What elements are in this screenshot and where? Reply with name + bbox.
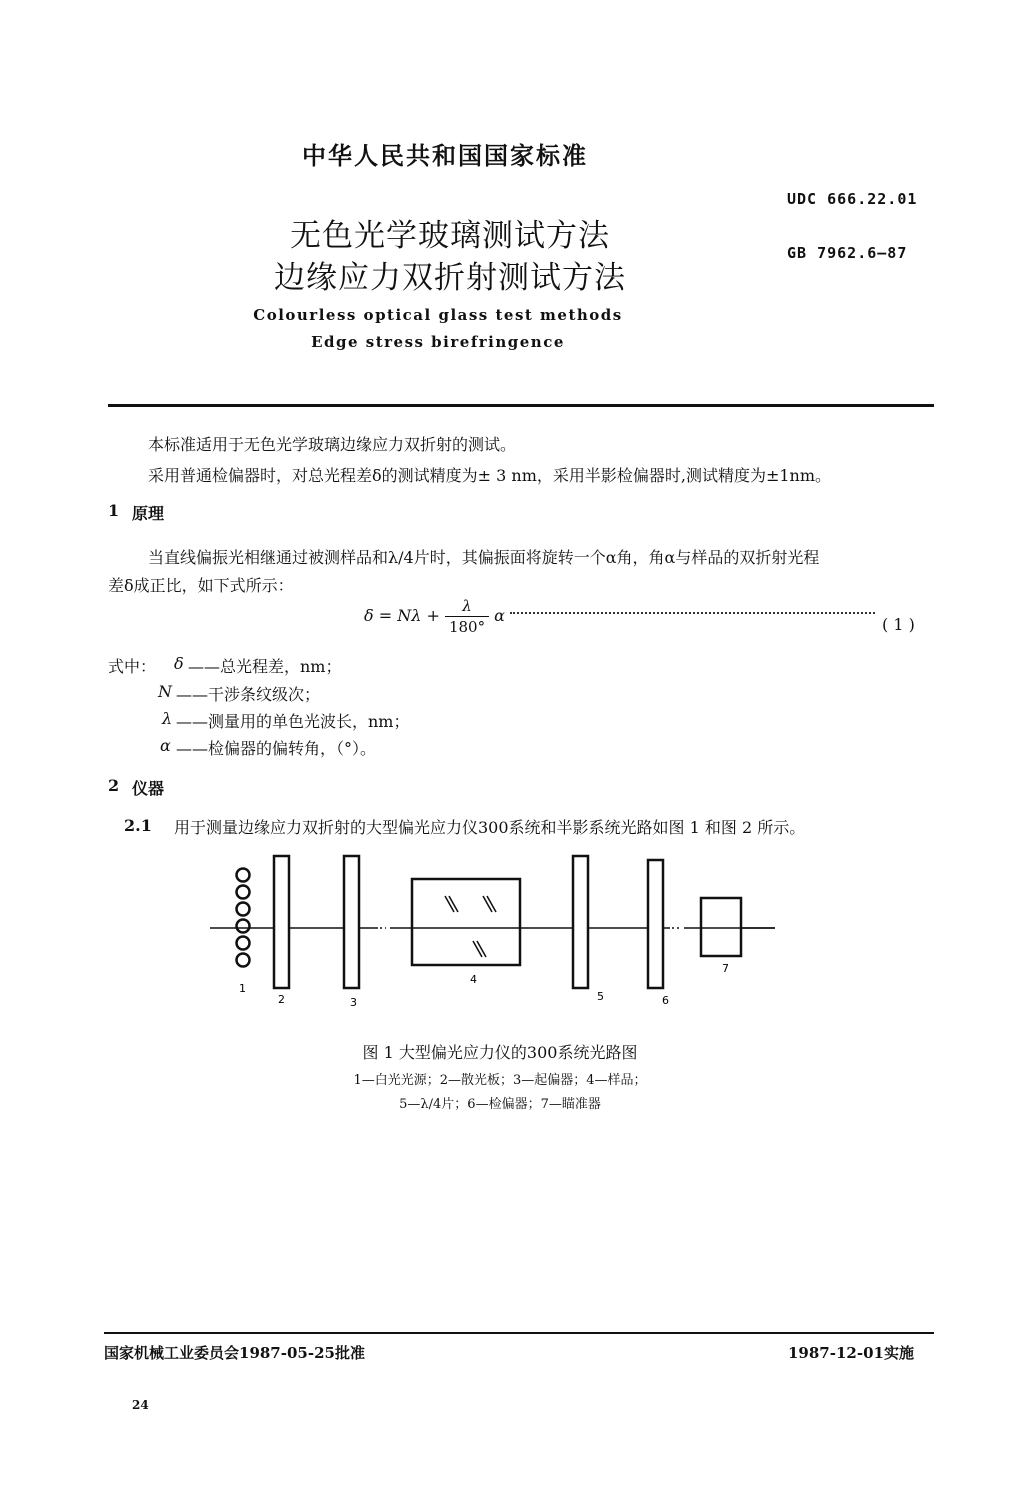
quarter-wave-plate: [573, 856, 588, 988]
formula-leader-dots: [510, 612, 875, 614]
principle-line-1: 当直线偏振光相继通过被测样品和λ/4片时，其偏振面将旋转一个α角，角α与样品的双折射光程: [148, 548, 820, 567]
symbol-n-desc: ——干涉条纹级次；: [176, 685, 321, 704]
symbol-lambda: λ: [162, 709, 173, 728]
figure-caption: 图 1 大型偏光应力仪的300系统光路图: [362, 1043, 638, 1062]
symbol-delta-desc: ——总光程差，nm；: [188, 657, 342, 676]
formula-numerator: λ: [445, 596, 489, 617]
white-light-source: [237, 869, 250, 967]
symbol-delta: δ: [174, 654, 184, 673]
figure-label-7: 7: [722, 962, 729, 975]
gb-number: GB 7962.6—87: [787, 244, 908, 262]
section-1-title: 原理: [132, 504, 165, 523]
formula-denominator: 180°: [448, 618, 486, 636]
symbol-alpha: α: [160, 736, 171, 755]
diffuser-plate: [274, 856, 289, 988]
formula: [364, 596, 505, 637]
section-2-number: 2: [108, 776, 120, 795]
sample: [412, 879, 520, 965]
title-en-line1: Colourless optical glass test methods: [253, 306, 623, 324]
section-2-title: 仪器: [132, 779, 165, 798]
formula-rhs: α: [494, 606, 505, 625]
figure-label-4: 4: [470, 973, 477, 986]
optical-path-diagram: [200, 846, 800, 1016]
figure-label-2: 2: [278, 993, 285, 1006]
title-zh-line2: 边缘应力双折射测试方法: [274, 260, 626, 296]
intro-paragraph-1: 本标准适用于无色光学玻璃边缘应力双折射的测试。: [148, 435, 517, 454]
figure-legend-line-1: 1—白光光源；2—散光板；3—起偏器；4—样品；: [353, 1073, 647, 1088]
subsection-2-1-text: 用于测量边缘应力双折射的大型偏光应力仪300系统和半影系统光路如图 1 和图 2 所示。: [174, 818, 806, 837]
implementation-date: 1987-12-01实施: [788, 1344, 914, 1362]
symbol-n: N: [158, 682, 172, 701]
standard-header: 中华人民共和国国家标准: [302, 141, 588, 170]
header-rule: [108, 404, 934, 407]
where-label: 式中：: [108, 657, 157, 676]
polarizer: [344, 856, 359, 988]
principle-line-2: 差δ成正比，如下式所示：: [108, 576, 294, 595]
intro-paragraph-2: 采用普通检偏器时，对总光程差δ的测试精度为± 3 nm，采用半影检偏器时,测试精度为±1nm。: [148, 466, 832, 485]
formula-lhs: δ = Nλ +: [364, 606, 440, 625]
symbol-lambda-desc: ——测量用的单色光波长，nm；: [176, 712, 410, 731]
figure-label-5: 5: [597, 990, 604, 1003]
approval-date: 国家机械工业委员会1987-05-25批准: [104, 1344, 365, 1362]
symbol-alpha-desc: ——检偏器的偏转角，（°）。: [176, 739, 377, 758]
title-zh-line1: 无色光学玻璃测试方法: [290, 218, 610, 254]
title-en-line2: Edge stress birefringence: [311, 333, 565, 351]
footer-rule: [104, 1332, 934, 1334]
figure-label-1: 1: [239, 982, 246, 995]
figure-label-6: 6: [662, 994, 669, 1007]
analyzer: [648, 860, 663, 988]
formula-fraction: [445, 596, 489, 637]
page-number: 24: [132, 1398, 149, 1412]
equation-number: ( 1 ): [882, 615, 915, 634]
figure-label-3: 3: [350, 996, 357, 1009]
figure-legend-line-2: 5—λ/4片；6—检偏器；7—瞄准器: [399, 1097, 601, 1112]
sighting-device: [701, 898, 741, 956]
udc-number: UDC 666.22.01: [787, 190, 918, 208]
subsection-2-1-number: 2.1: [124, 816, 152, 835]
section-1-number: 1: [108, 501, 120, 520]
